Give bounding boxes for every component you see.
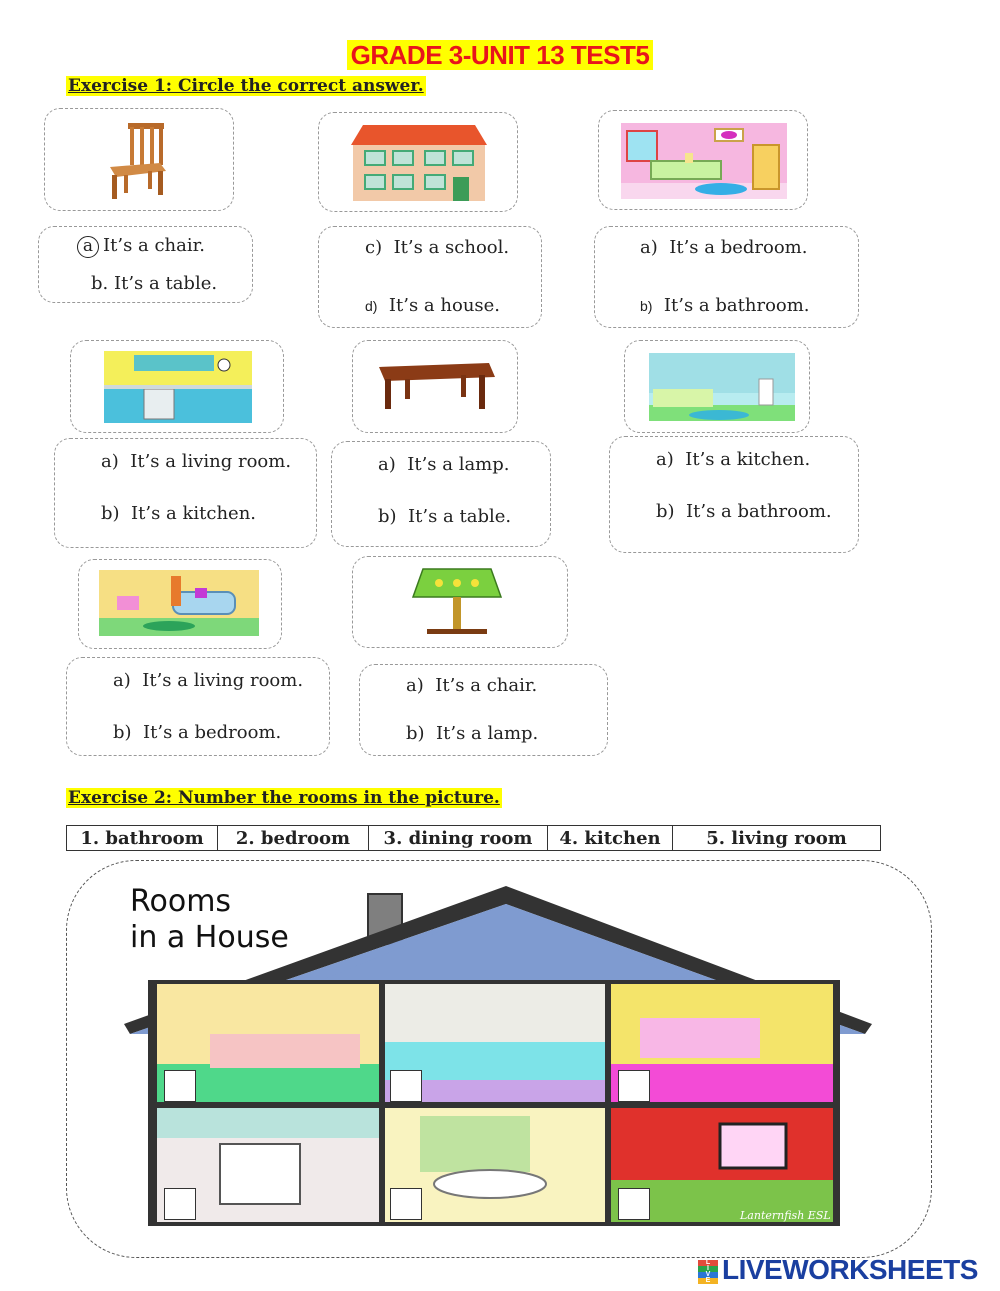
answer-box-4 xyxy=(54,438,317,548)
word-bank-cell: 5. living room xyxy=(673,826,881,851)
house-icon xyxy=(349,125,489,203)
option-a[interactable]: a) It’s a chair. xyxy=(406,675,538,696)
kitchen-icon xyxy=(104,351,252,423)
option-a[interactable]: a It’s a chair. xyxy=(77,235,205,258)
option-c[interactable]: c) It’s a school. xyxy=(365,237,510,258)
house-picture-box xyxy=(318,112,518,212)
option-d[interactable]: d) It’s a house. xyxy=(365,295,501,316)
credit-text: Lanternfish ESL xyxy=(740,1209,831,1222)
living-room-picture-box xyxy=(78,559,282,649)
room-number-input[interactable] xyxy=(618,1070,650,1102)
answer-box-8 xyxy=(359,664,608,756)
answer-box-1 xyxy=(38,226,253,303)
word-bank-table xyxy=(66,825,881,851)
lamp-picture-box xyxy=(352,556,568,648)
exercise2-heading: Exercise 2: Number the rooms in the picture. xyxy=(68,788,500,808)
kitchen-picture-box xyxy=(70,340,284,433)
room-number-input[interactable] xyxy=(390,1070,422,1102)
word-bank-cell: 2. bedroom xyxy=(218,826,369,851)
option-b[interactable]: b) It’s a lamp. xyxy=(406,723,539,744)
option-b[interactable]: b) It’s a table. xyxy=(378,506,512,527)
option-a[interactable]: a) It’s a bedroom. xyxy=(640,237,808,258)
option-a[interactable]: a) It’s a lamp. xyxy=(378,454,510,475)
option-a[interactable]: a) It’s a living room. xyxy=(101,451,292,472)
option-b[interactable]: b. It’s a table. xyxy=(91,273,218,294)
table-icon xyxy=(375,357,497,417)
logo-icon: L I V E xyxy=(698,1260,718,1284)
picture-title: Rooms in a House xyxy=(130,884,289,955)
bathroom-icon xyxy=(649,353,795,421)
room-number-input[interactable] xyxy=(164,1070,196,1102)
bathroom-picture-box xyxy=(624,340,810,433)
page-title: GRADE 3-UNIT 13 TEST5 xyxy=(0,40,1000,71)
option-b[interactable]: b) It’s a bathroom. xyxy=(656,501,832,522)
brand-name: LIVEWORKSHEETS xyxy=(722,1254,978,1285)
option-a[interactable]: a) It’s a kitchen. xyxy=(656,449,811,470)
answer-box-7 xyxy=(66,657,330,756)
chair-picture-box xyxy=(44,108,234,211)
word-bank-cell: 4. kitchen xyxy=(548,826,673,851)
word-bank-cell: 1. bathroom xyxy=(67,826,218,851)
table-picture-box xyxy=(352,340,518,433)
answer-box-3 xyxy=(594,226,859,328)
answer-box-6 xyxy=(609,436,859,553)
option-a[interactable]: a) It’s a living room. xyxy=(113,670,304,691)
room-number-input[interactable] xyxy=(390,1188,422,1220)
option-b[interactable]: b) It’s a bedroom. xyxy=(113,722,282,743)
bedroom-picture-box xyxy=(598,110,808,210)
circled-marker: a xyxy=(77,236,99,258)
option-b[interactable]: b) It’s a kitchen. xyxy=(101,503,257,524)
room-number-input[interactable] xyxy=(164,1188,196,1220)
living-room-icon xyxy=(99,570,259,636)
bedroom-icon xyxy=(621,123,787,199)
lamp-icon xyxy=(409,567,505,637)
house-illustration xyxy=(120,884,875,1229)
chair-icon xyxy=(100,119,172,201)
room-number-input[interactable] xyxy=(618,1188,650,1220)
option-b[interactable]: b) It’s a bathroom. xyxy=(640,295,810,316)
answer-box-2 xyxy=(318,226,542,328)
exercise1-heading: Exercise 1: Circle the correct answer. xyxy=(68,76,424,96)
answer-box-5 xyxy=(331,441,551,547)
word-bank-cell: 3. dining room xyxy=(369,826,548,851)
